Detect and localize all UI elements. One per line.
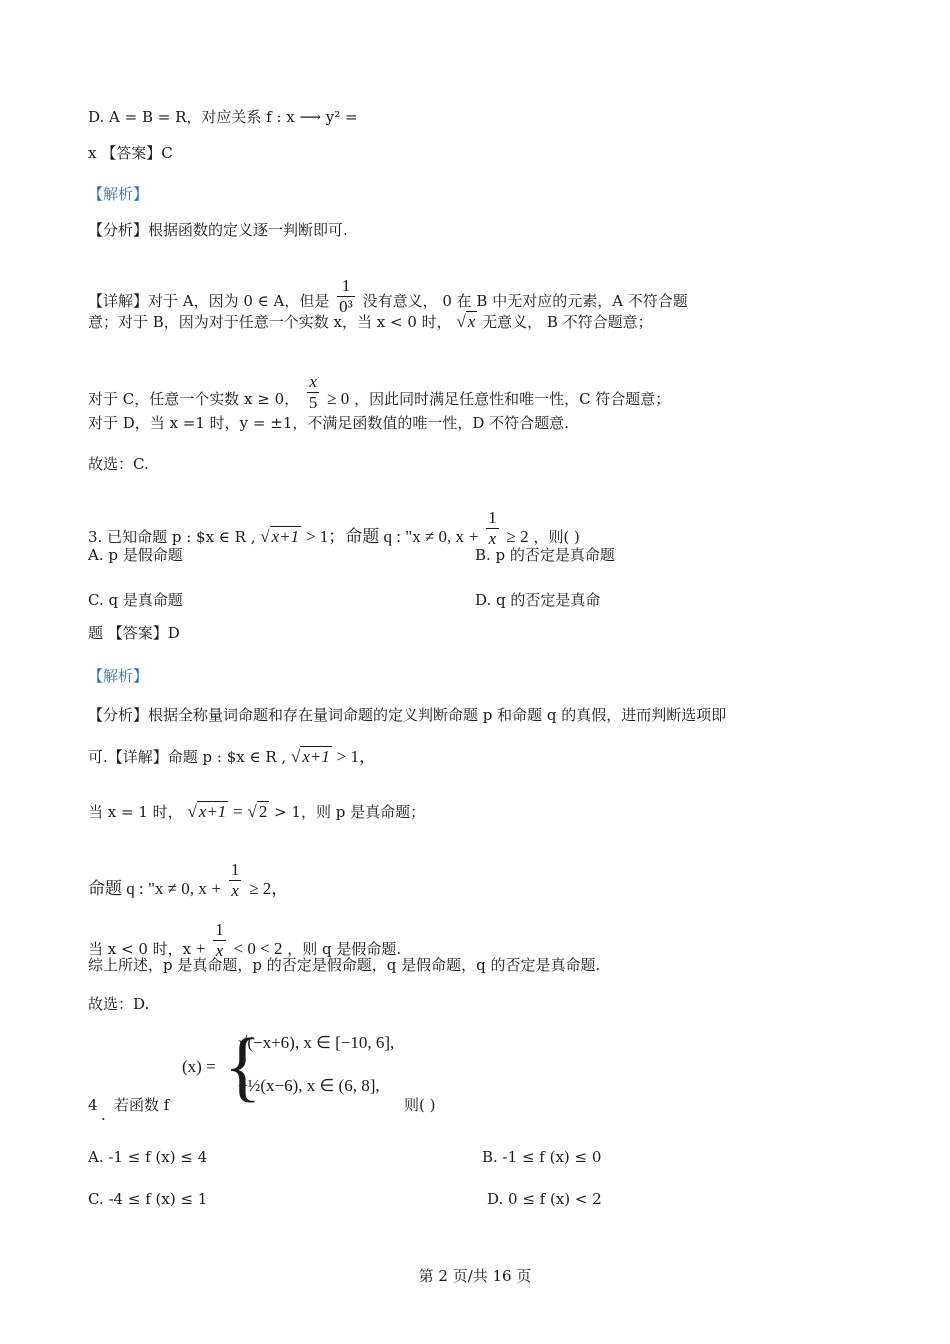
detail-2b-pre: 当 x = 1 时， [88, 803, 183, 821]
q4-fx: (x) = [182, 1057, 216, 1076]
frac-den: x [231, 881, 239, 900]
detail-2d-plus: + [195, 939, 206, 958]
detail-2c-post: ≥ 2， [249, 879, 289, 898]
q3-mid: > 1；命题 q : "x ≠ 0, x [305, 527, 465, 546]
q4-text: 若函数 f [114, 1096, 170, 1114]
frac-den: 5 [308, 393, 318, 412]
fraction-1-over-x [229, 860, 242, 901]
q4-option-b: B. -1 ≤ f (x) ≤ 0 [482, 1148, 602, 1166]
analysis-2: 【分析】根据全称量词命题和存在量词命题的定义判断命题 p 和命题 q 的真假，进而判断选项即 [88, 706, 727, 724]
frac-num: 1 [230, 860, 240, 879]
sqrt-x: √ x [456, 312, 476, 331]
sqrt-2: √ 2 [247, 802, 268, 821]
ge-zero: ≥ 0 [327, 389, 350, 408]
detail-1c-post: ，因此同时满足任意性和唯一性，C 符合题意； [354, 390, 671, 408]
piecewise-brace: { [224, 1022, 262, 1109]
detail-2a-post: > 1， [336, 747, 376, 766]
q4-option-c: C. -4 ≤ f (x) ≤ 1 [88, 1190, 208, 1208]
q4-option-d: D. 0 ≤ f (x) < 2 [487, 1190, 602, 1208]
question-3 [88, 508, 580, 549]
equals: = [233, 802, 243, 821]
detail-2c-plus: + [211, 879, 222, 898]
detail-2d-tail: ，则 q 是假命题. [287, 940, 402, 958]
detail-2b-radicand-2: 2 [258, 802, 268, 821]
q3-option-a: A. p 是假命题 [88, 546, 183, 564]
q4-dot: . [101, 1106, 106, 1124]
analysis-label-2: 【解析】 [88, 667, 149, 685]
frac-num: 1 [337, 276, 355, 297]
summary-2: 综上所述，p 是真命题，p 的否定是假命题，q 是假命题，q 的否定是真命题. [88, 956, 601, 974]
fraction-1-over-x [486, 508, 499, 549]
sqrt-x-plus-1: √ x+1 [290, 747, 330, 766]
detail-2d-ineq: < 0 < 2 [233, 939, 283, 958]
q3-radicand: x+1 [271, 527, 300, 546]
frac-num: 1 [215, 920, 224, 939]
detail-2b-post: > 1，则 p 是真命题； [274, 803, 426, 821]
choose-2: 故选：D. [88, 995, 150, 1013]
q3-answer: 题 【答案】D [88, 624, 180, 642]
q3-post: ，则( ) [533, 528, 580, 546]
q3-option-d: D. q 的否定是真命 [475, 591, 601, 609]
frac-num: x [307, 372, 320, 393]
analysis-label-1: 【解析】 [88, 185, 149, 203]
detail-1b-pre: 意；对于 B，因为对于任意一个实数 x，当 x < 0 时， [88, 313, 452, 331]
detail-2c-pre: 命题 q : "x ≠ 0, x [88, 879, 207, 898]
detail-1c [88, 372, 670, 413]
q4-case-2: −½(x−6), x ∈ (6, 8], [238, 1076, 380, 1095]
page-footer: 第 2 页/共 16 页 [418, 1267, 532, 1285]
detail-2b-radicand-1: x+1 [198, 802, 227, 821]
q3-plus: + [468, 527, 479, 546]
detail-1c-pre: 对于 C，任意一个实数 x ≥ 0， [88, 390, 300, 408]
detail-1d: 对于 D，当 x =1 时，y = ±1，不满足函数值的唯一性，D 不符合题意. [88, 414, 569, 432]
fraction-x-over-5 [307, 372, 320, 413]
detail-2a-radicand: x+1 [302, 747, 330, 766]
sqrt-x-radicand: x [467, 312, 476, 331]
choose-1: 故选：C. [88, 455, 149, 473]
frac-den: x [488, 529, 497, 548]
q4-case-1: √(−x+6), x ∈ [−10, 6], [238, 1033, 395, 1052]
detail-2a [88, 746, 376, 768]
q4-post: 则( ) [404, 1096, 436, 1114]
q3-option-b: B. p 的否定是真命题 [475, 546, 615, 564]
q3-ge2: ≥ 2 [506, 527, 529, 546]
detail-1b-post: 无意义， B 不符合题意； [482, 313, 653, 331]
sqrt-x-plus-1: √ x+1 [187, 802, 227, 821]
q3-option-c: C. q 是真命题 [88, 591, 183, 609]
detail-1a-pre: 【详解】对于 A，因为 0 ∈ A，但是 [88, 292, 330, 310]
sqrt-x-plus-1: √ x+1 [260, 527, 300, 546]
detail-1b [88, 311, 653, 333]
q4-option-a: A. -1 ≤ f (x) ≤ 4 [88, 1148, 208, 1166]
q3-pre: 3. 已知命题 p : $x ∈ R , [88, 528, 256, 546]
frac-den: x [215, 941, 224, 960]
frac-den: 0³ [339, 297, 353, 316]
detail-2d-pre: 当 x < 0 时，x [88, 940, 192, 958]
detail-2a-pre: 可.【详解】命题 p : $x ∈ R , [88, 748, 287, 766]
detail-2c [88, 860, 288, 901]
prev-answer: x 【答案】C [88, 144, 173, 162]
detail-2b [88, 801, 425, 823]
q4-number: 4 [88, 1096, 98, 1114]
prev-option-d: D. A = B = R，对应关系 f : x ⟶ y² = [88, 108, 358, 126]
frac-num: 1 [488, 508, 497, 527]
analysis-1: 【分析】根据函数的定义逐一判断即可. [88, 221, 348, 239]
detail-1a-post: 没有意义， 0 在 B 中无对应的元素，A 不符合题 [362, 292, 688, 310]
